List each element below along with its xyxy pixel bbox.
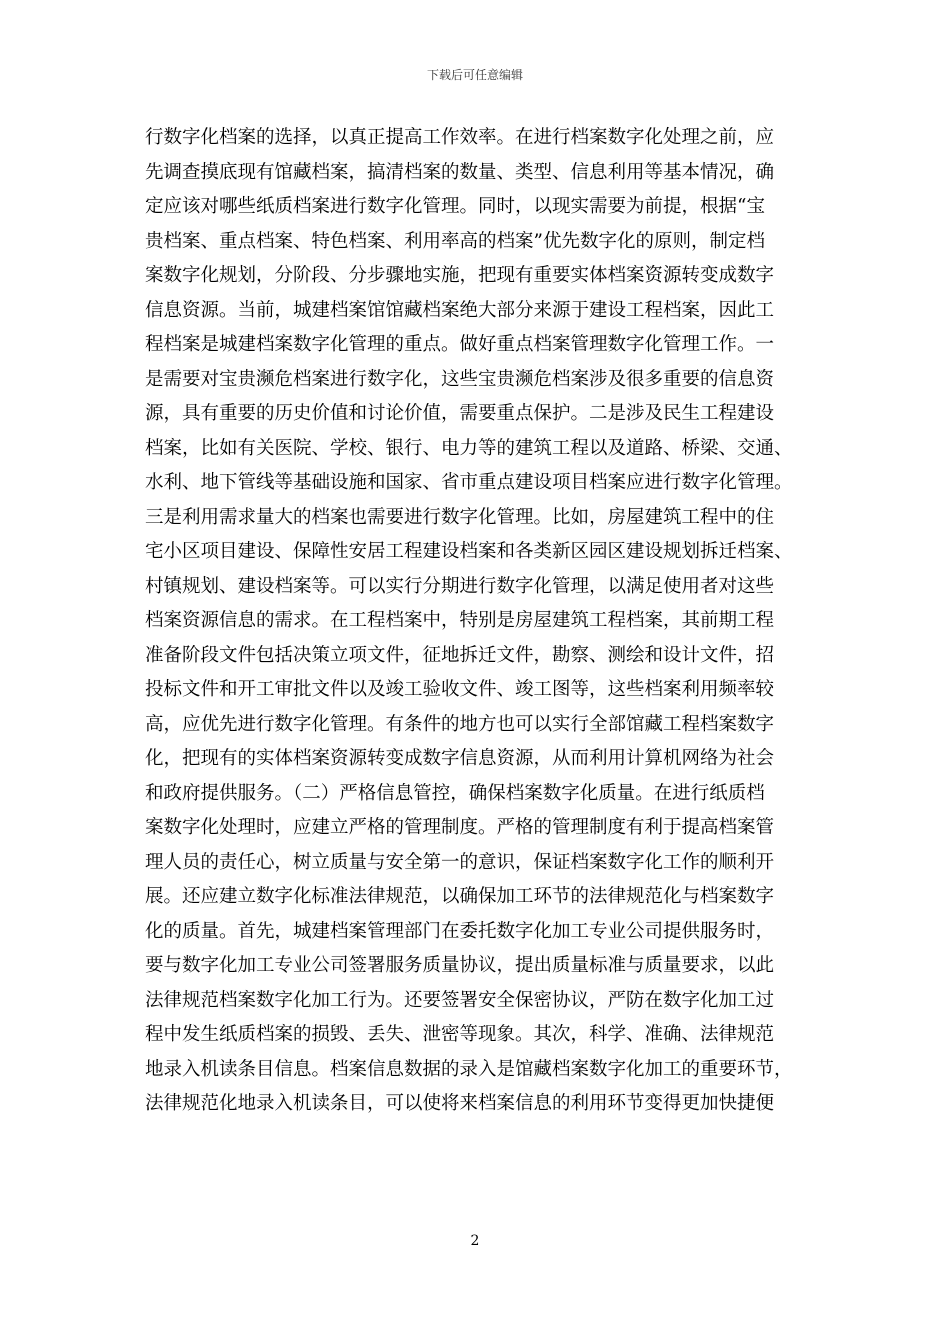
text-line: 信息资源。当前，城建档案馆馆藏档案绝大部分来源于建设工程档案，因此工 [145,299,775,321]
text-line: 行数字化档案的选择，以真正提高工作效率。在进行档案数字化处理之前，应 [145,127,775,148]
text-line: 贵档案、重点档案、特色档案、利用率高的档案”优先数字化的原则，制定档 [145,230,765,252]
text-line: 展。还应建立数字化标准法律规范，以确保加工环节的法律规范化与档案数字 [145,886,775,907]
text-line: 水利、地下管线等基础设施和国家、省市重点建设项目档案应进行数字化管理。 [145,472,793,493]
text-line: 定应该对哪些纸质档案进行数字化管理。同时，以现实需要为前提，根据“宝 [145,196,765,217]
text-line: 三是利用需求量大的档案也需要进行数字化管理。比如，房屋建筑工程中的住 [145,506,775,528]
text-line: 档案，比如有关医院、学校、银行、电力等的建筑工程以及道路、桥梁、交通、 [145,437,793,459]
body-text [145,121,815,1122]
text-line: 理人员的责任心，树立质量与安全第一的意识，保证档案数字化工作的顺利开 [145,851,775,873]
text-line: 化的质量。首先，城建档案管理部门在委托数字化加工专业公司提供服务时， [145,920,775,942]
text-line: 地录入机读条目信息。档案信息数据的录入是馆藏档案数字化加工的重要环节， [145,1058,793,1080]
text-line: 源，具有重要的历史价值和讨论价值，需要重点保护。二是涉及民生工程建设 [145,403,775,424]
text-line: 高，应优先进行数字化管理。有条件的地方也可以实行全部馆藏工程档案数字 [145,713,775,735]
page-number: 2 [470,1233,480,1249]
text-line: 宅小区项目建设、保障性安居工程建设档案和各类新区园区建设规划拆迁档案、 [145,541,793,562]
text-line: 和政府提供服务。（二）严格信息管控，确保档案数字化质量。在进行纸质档 [145,782,765,804]
text-line: 案数字化规划，分阶段、分步骤地实施，把现有重要实体档案资源转变成数字 [145,265,775,286]
text-line: 程档案是城建档案数字化管理的重点。做好重点档案管理数字化管理工作。一 [145,334,775,355]
text-line: 是需要对宝贵濒危档案进行数字化，这些宝贵濒危档案涉及很多重要的信息资 [145,368,775,390]
text-line: 投标文件和开工审批文件以及竣工验收文件、竣工图等，这些档案利用频率较 [145,679,775,700]
text-line: 化，把现有的实体档案资源转变成数字信息资源，从而利用计算机网络为社会 [145,748,775,769]
header-note: 下载后可任意编辑 [426,68,523,82]
text-line: 先调查摸底现有馆藏档案，搞清档案的数量、类型、信息利用等基本情况，确 [145,161,775,183]
text-line: 村镇规划、建设档案等。可以实行分期进行数字化管理，以满足使用者对这些 [145,575,775,597]
text-line: 档案资源信息的需求。在工程档案中，特别是房屋建筑工程档案，其前期工程 [145,610,775,631]
text-line: 准备阶段文件包括决策立项文件，征地拆迁文件，勘察、测绘和设计文件，招 [145,644,775,666]
text-line: 法律规范化地录入机读条目，可以使将来档案信息的利用环节变得更加快捷便 [145,1093,775,1114]
text-line: 法律规范档案数字化加工行为。还要签署安全保密协议，严防在数字化加工过 [145,989,775,1011]
text-line: 要与数字化加工专业公司签署服务质量协议，提出质量标准与质量要求，以此 [145,955,775,976]
text-line: 程中发生纸质档案的损毁、丢失、泄密等现象。其次，科学、准确、法律规范 [145,1024,775,1045]
text-line: 案数字化处理时，应建立严格的管理制度。严格的管理制度有利于提高档案管 [145,817,775,838]
